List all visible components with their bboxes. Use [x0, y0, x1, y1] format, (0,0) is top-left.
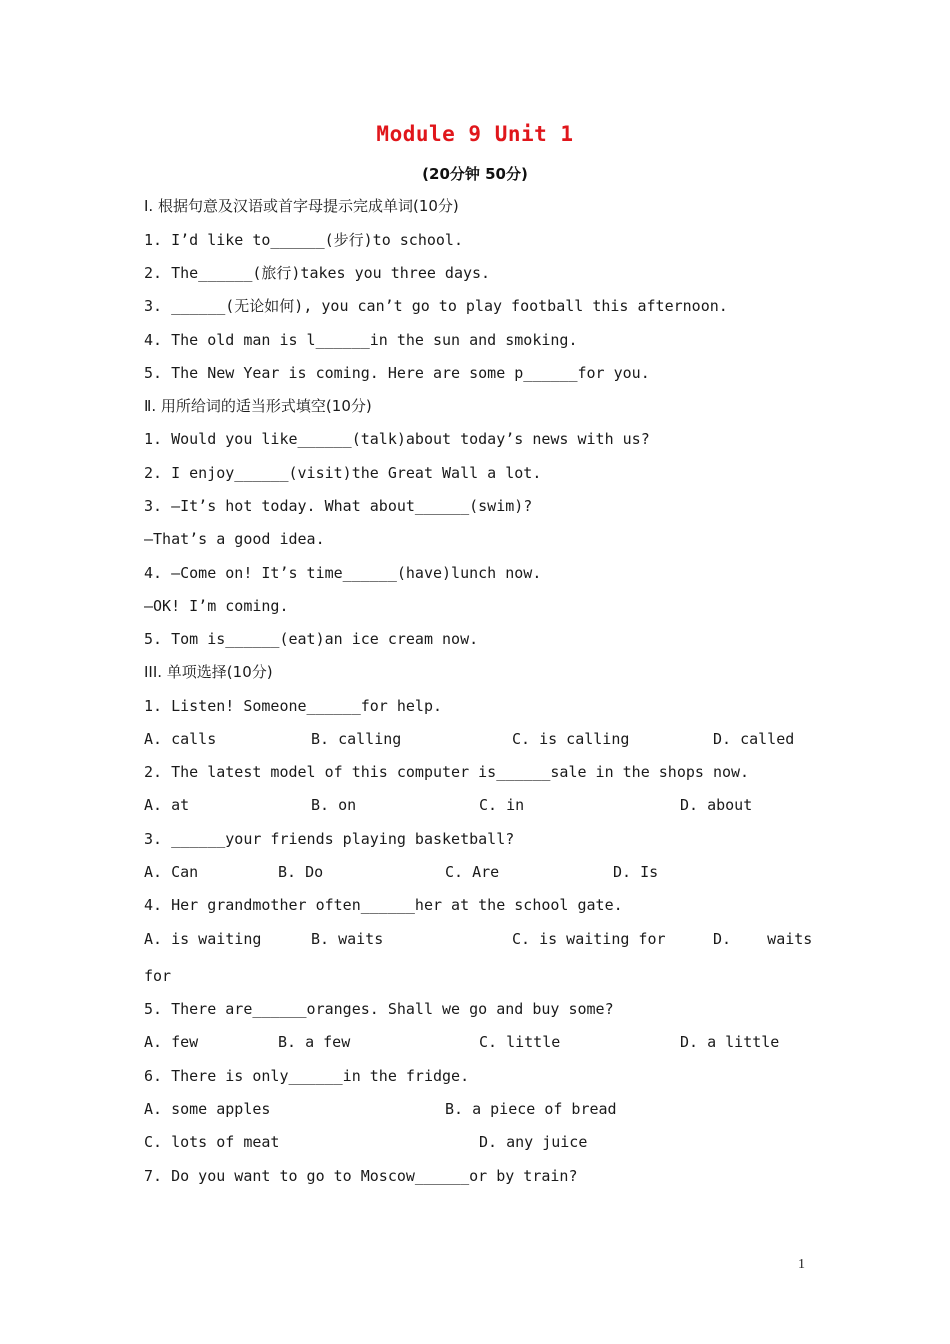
- question-stem: 4. Her grandmother often______her at the school gate.: [144, 896, 623, 914]
- answer-option: D. called: [713, 730, 795, 748]
- answer-option: D. a little: [680, 1033, 780, 1051]
- section-1-item: 3. ______(无论如何), you can’t go to play football this afternoon.: [144, 297, 728, 315]
- question-stem: 5. There are______oranges. Shall we go and buy some?: [144, 1000, 614, 1018]
- section-2-item: 5. Tom is______(eat)an ice cream now.: [144, 630, 479, 648]
- section-1-item: 5. The New Year is coming. Here are some p______for you.: [144, 364, 650, 382]
- section-2-heading: Ⅱ. 用所给词的适当形式填空(10分): [144, 397, 372, 415]
- answer-option: A. some apples: [144, 1100, 271, 1118]
- answer-option: C. is calling: [512, 730, 630, 748]
- answer-option: C. in: [479, 796, 525, 814]
- page-number: 1: [798, 1257, 805, 1272]
- answer-option: A. at: [144, 796, 190, 814]
- section-2-item: 1. Would you like______(talk)about today’s news with us?: [144, 430, 650, 448]
- answer-option: B. Do: [278, 863, 324, 881]
- answer-option: B. calling: [311, 730, 402, 748]
- answer-option: B. a piece of bread: [445, 1100, 617, 1118]
- answer-option: A. few: [144, 1033, 199, 1051]
- answer-option: B. on: [311, 796, 357, 814]
- answer-option: C. is waiting for: [512, 930, 666, 948]
- section-1-item: 1. I’d like to______(步行)to school.: [144, 231, 463, 249]
- question-stem: 2. The latest model of this computer is______sale in the shops now.: [144, 763, 750, 781]
- answer-option: D. Is: [613, 863, 659, 881]
- page-title: Module 9 Unit 1: [376, 122, 574, 146]
- section-2-item: 4. —Come on! It’s time______(have)lunch now.: [144, 564, 542, 582]
- page-subtitle: (20分钟 50分): [422, 165, 528, 183]
- question-stem: 3. ______your friends playing basketball?: [144, 830, 515, 848]
- answer-option: B. waits: [311, 930, 384, 948]
- answer-option: A. Can: [144, 863, 199, 881]
- answer-option: C. little: [479, 1033, 561, 1051]
- answer-option-wrap: for: [144, 967, 172, 985]
- section-3-heading: III. 单项选择(10分): [144, 663, 273, 681]
- answer-option: C. Are: [445, 863, 500, 881]
- answer-option: D. waits: [713, 930, 813, 948]
- section-1-item: 4. The old man is l______in the sun and smoking.: [144, 331, 578, 349]
- answer-option: C. lots of meat: [144, 1133, 280, 1151]
- answer-option: A. is waiting: [144, 930, 262, 948]
- section-1-item: 2. The______(旅行)takes you three days.: [144, 264, 491, 282]
- section-2-item: 3. —It’s hot today. What about______(swim)?: [144, 497, 533, 515]
- question-stem: 6. There is only______in the fridge.: [144, 1067, 470, 1085]
- question-stem: 1. Listen! Someone______for help.: [144, 697, 443, 715]
- answer-option: D. any juice: [479, 1133, 588, 1151]
- section-2-item: 2. I enjoy______(visit)the Great Wall a lot.: [144, 464, 542, 482]
- section-2-item: —OK! I’m coming.: [144, 597, 289, 615]
- answer-option: B. a few: [278, 1033, 351, 1051]
- answer-option: A. calls: [144, 730, 217, 748]
- section-2-item: —That’s a good idea.: [144, 530, 325, 548]
- question-stem: 7. Do you want to go to Moscow______or by train?: [144, 1167, 578, 1185]
- section-1-heading: Ⅰ. 根据句意及汉语或首字母提示完成单词(10分): [144, 197, 459, 215]
- answer-option: D. about: [680, 796, 753, 814]
